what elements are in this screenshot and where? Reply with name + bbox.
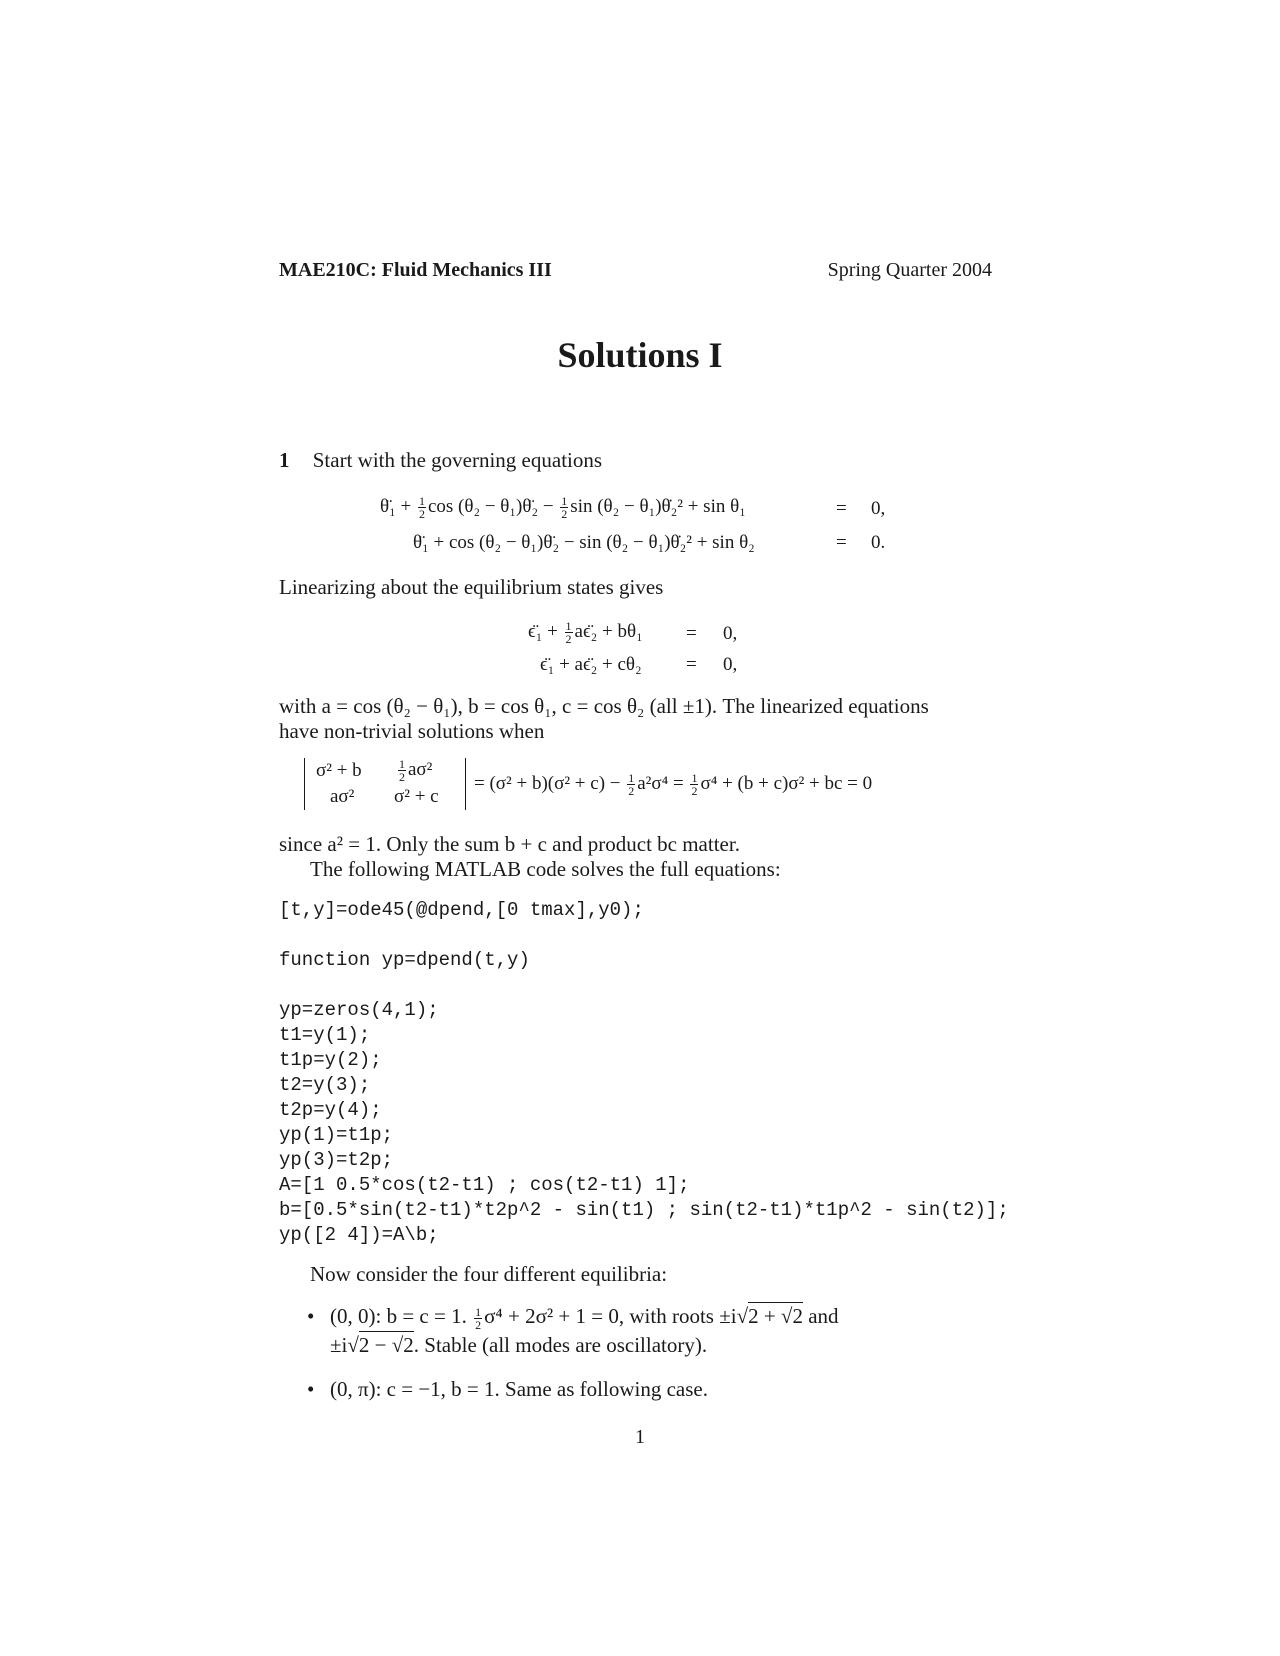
equilibria-text: Now consider the four different equilibria: bbox=[310, 1262, 668, 1286]
linear-eq-2-rel: = bbox=[686, 654, 697, 675]
half-fraction: $\frac{1}{2}$ bbox=[418, 494, 425, 521]
half-fraction: $\frac{1}{2}$ bbox=[475, 1304, 482, 1332]
governing-eq-2-rhs: 0. bbox=[871, 532, 886, 553]
code-line-function: function yp=dpend(t,y) bbox=[279, 949, 530, 971]
code-line-ode45: [t,y]=ode45(@dpend,[0 tmax],y0); bbox=[279, 899, 644, 921]
det-m21: aσ² bbox=[330, 786, 355, 807]
governing-eq-1-rel: = bbox=[836, 498, 847, 519]
linear-eq-1-rhs: 0, bbox=[723, 623, 738, 644]
linear-eq-2-rhs: 0, bbox=[723, 654, 738, 675]
det-right-bar bbox=[465, 758, 466, 810]
half-fraction: $\frac{1}{2}$ bbox=[628, 771, 635, 798]
half-fraction: $\frac{1}{2}$ bbox=[691, 771, 698, 798]
linearizing-text: Linearizing about the equilibrium states gives bbox=[279, 575, 664, 599]
with-text-2: have non-trivial solutions when bbox=[279, 719, 545, 743]
det-m11: σ² + b bbox=[316, 760, 362, 781]
bullet-equilibrium-0pi: (0, π): c = −1, b = 1. Same as following case. bbox=[330, 1377, 708, 1401]
linear-eq-1-rel: = bbox=[686, 623, 697, 644]
course-title: MAE210C: Fluid Mechanics III bbox=[279, 259, 552, 281]
det-m22: σ² + c bbox=[394, 786, 439, 807]
bullet-equilibrium-00 bbox=[330, 1302, 1010, 1359]
governing-eq-1-rhs: 0, bbox=[871, 498, 886, 519]
governing-eq-2: θ̈₁ + cos (θ₂ − θ₁)θ̈₂ − sin (θ₂ − θ₁)θ̇₂² + sin θ₂ bbox=[413, 532, 755, 553]
det-m12: $\frac{1}{2}$ aσ² bbox=[399, 757, 433, 784]
linear-eq-1-a: ϵ̈₁ + bbox=[528, 620, 563, 642]
det-left-bar bbox=[304, 758, 305, 810]
since-text: since a² = 1. Only the sum b + c and product bc matter. bbox=[279, 832, 740, 856]
linear-eq-2: ϵ̈₁ + aϵ̈₂ + cθ₂ bbox=[540, 654, 642, 675]
half-fraction: $\frac{1}{2}$ bbox=[565, 619, 572, 646]
bullet-00-line-1: (0, 0): b = c = 1. $\frac{1}{2}$ σ⁴ + 2σ² + 1 = 0, with roots ±i√2 + √2 and bbox=[330, 1304, 839, 1332]
governing-eq-1-a: θ̈₁ + bbox=[380, 495, 416, 517]
page-number: 1 bbox=[635, 1426, 645, 1448]
problem-intro-text: Start with the governing equations bbox=[312, 448, 603, 472]
bullet-00-line-2: ±i√2 − √2. Stable (all modes are oscillatory). bbox=[330, 1332, 708, 1357]
linear-eq-1-b: aϵ̈₂ + bθ₁ bbox=[574, 620, 643, 642]
page-title: Solutions I bbox=[557, 335, 723, 375]
term-label: Spring Quarter 2004 bbox=[827, 259, 992, 281]
governing-eq-1-c: sin (θ₂ − θ₁)θ̇₂² + sin θ₁ bbox=[570, 495, 746, 517]
governing-eq-2-rel: = bbox=[836, 532, 847, 553]
matlab-text: The following MATLAB code solves the full equations: bbox=[310, 857, 781, 881]
half-fraction: $\frac{1}{2}$ bbox=[399, 757, 405, 784]
det-expansion: = (σ² + b)(σ² + c) − $\frac{1}{2}$ a²σ⁴ = $\frac{1}{2}$ σ⁴ + (b + c)σ² + bc = 0 bbox=[474, 771, 873, 798]
with-text-1: with a = cos (θ₂ − θ₁), b = cos θ₁, c = cos θ₂ (all ±1). The linearized equations bbox=[279, 694, 929, 718]
half-fraction: $\frac{1}{2}$ bbox=[561, 494, 568, 521]
problem-number: 1 bbox=[279, 448, 290, 472]
linear-eq-1 bbox=[528, 620, 643, 645]
code-block: yp=zeros(4,1); t1=y(1); t1p=y(2); t2=y(3); t2p=y(4); yp(1)=t1p; yp(3)=t2p; A=[1 0.5*cos(t2-t1) ; cos(t2-t1) 1]; b=[0.5*sin(t2-t1)*t2p^2 - sin(t1) ; sin(t2-t1)*t1p^2 - sin(t2)]; yp([2 4])=A\b; bbox=[279, 999, 1009, 1246]
governing-eq-1-b: cos (θ₂ − θ₁)θ̈₂ − bbox=[427, 495, 559, 517]
governing-eq-1 bbox=[380, 495, 746, 520]
bullet-marker: • bbox=[307, 1304, 315, 1328]
bullet-marker: • bbox=[307, 1377, 315, 1401]
problem-intro bbox=[279, 448, 602, 473]
